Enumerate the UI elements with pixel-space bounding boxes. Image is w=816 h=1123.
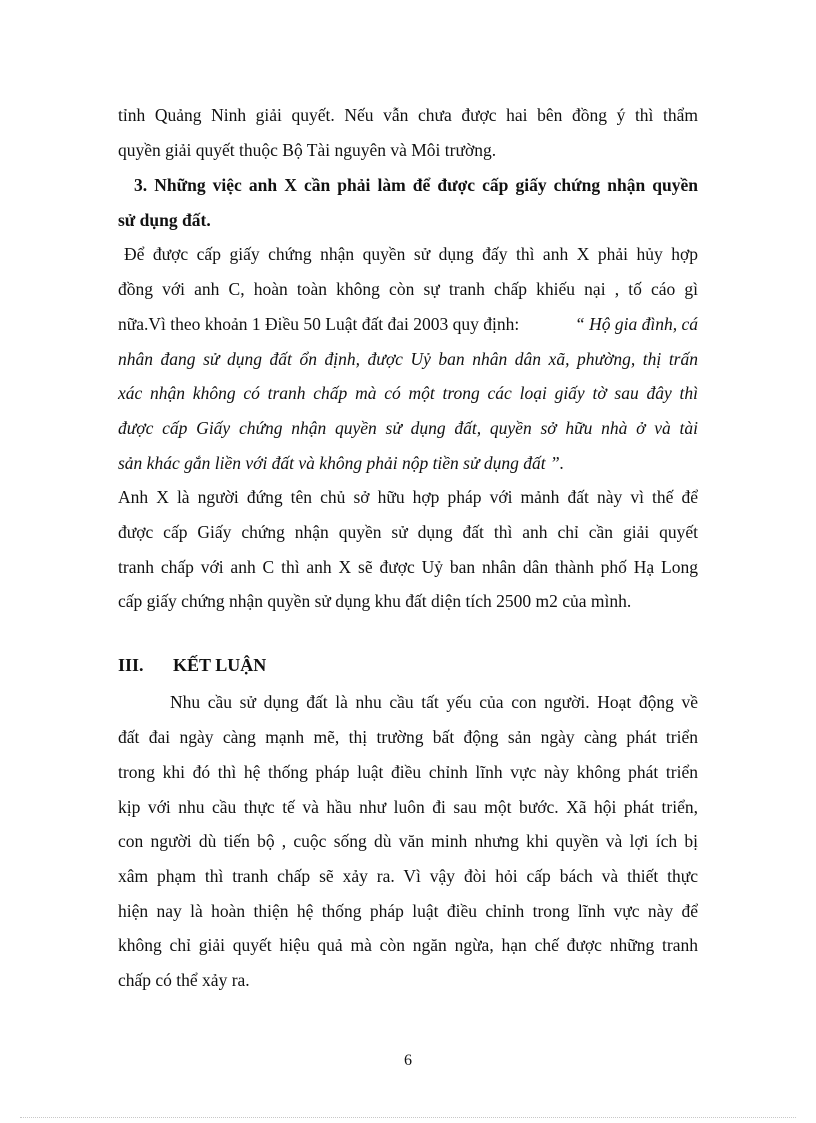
page-bottom-border: [20, 1117, 796, 1118]
paragraph-line: Anh X là người đứng tên chủ sở hữu hợp pháp với mảnh đất này vì thế để: [118, 487, 698, 507]
paragraph-line: con người dù tiến bộ , cuộc sống dù văn minh nhưng khi quyền và lợi ích bị: [118, 831, 698, 851]
paragraph-line: đất đai ngày càng mạnh mẽ, thị trường bất động sản ngày càng phát triển: [118, 727, 698, 747]
paragraph-line: Để được cấp giấy chứng nhận quyền sử dụng đấy thì anh X phải hủy hợp: [124, 244, 698, 264]
paragraph-line: xâm phạm thì tranh chấp sẽ xảy ra. Vì vậy đòi hỏi cấp bách và thiết thực: [118, 866, 698, 886]
paragraph-line: kịp với nhu cầu thực tế và hầu như luôn đi sau một bước. Xã hội phát triển,: [118, 797, 698, 817]
quote-line: nhân đang sử dụng đất ổn định, được Uỷ ban nhân dân xã, phường, thị trấn: [118, 349, 698, 369]
quote-line: được cấp Giấy chứng nhận quyền sử dụng đất, quyền sở hữu nhà ở và tài: [118, 418, 698, 438]
paragraph-line: [118, 313, 698, 335]
paragraph-line: tỉnh Quảng Ninh giải quyết. Nếu vẫn chưa được hai bên đồng ý thì thẩm: [118, 105, 698, 125]
quote-line: xác nhận không có tranh chấp mà có một trong các loại giấy tờ sau đây thì: [118, 383, 698, 403]
section-number: III.: [118, 655, 144, 675]
paragraph-line: cấp giấy chứng nhận quyền sử dụng khu đất diện tích 2500 m2 của mình.: [118, 591, 632, 611]
paragraph-line: chấp có thể xảy ra.: [118, 970, 250, 990]
quote-start: “ Hộ gia đình, cá: [575, 314, 698, 334]
paragraph-line: Nhu cầu sử dụng đất là nhu cầu tất yếu của con người. Hoạt động về: [170, 692, 698, 712]
subsection-heading-cont: sử dụng đất.: [118, 210, 211, 230]
section-heading: [118, 655, 266, 676]
paragraph-line: được cấp Giấy chứng nhận quyền sử dụng đất thì anh chỉ cần giải quyết: [118, 522, 698, 542]
section-title: KẾT LUẬN: [173, 655, 267, 675]
paragraph-line: hiện nay là hoàn thiện hệ thống pháp luật điều chỉnh trong lĩnh vực này để: [118, 901, 698, 921]
quote-line: sản khác gắn liền với đất và không phải nộp tiền sử dụng đất ”.: [118, 453, 565, 473]
paragraph-line: không chỉ giải quyết hiệu quả mà còn ngăn ngừa, hạn chế được những tranh: [118, 935, 698, 955]
paragraph-line: tranh chấp với anh C thì anh X sẽ được Uỷ ban nhân dân thành phố Hạ Long: [118, 557, 698, 577]
page-number: 6: [404, 1052, 412, 1069]
paragraph-line: quyền giải quyết thuộc Bộ Tài nguyên và Môi trường.: [118, 140, 497, 160]
paragraph-line: đồng với anh C, hoàn toàn không còn sự tranh chấp khiếu nại , tố cáo gì: [118, 279, 698, 299]
paragraph-line: trong khi đó thì hệ thống pháp luật điều chỉnh lĩnh vực này không phát triển: [118, 762, 698, 782]
citation-text: nữa.Vì theo khoản 1 Điều 50 Luật đất đai 2003 quy định:: [118, 314, 520, 334]
subsection-heading: 3. Những việc anh X cần phải làm để được cấp giấy chứng nhận quyền: [134, 175, 698, 195]
